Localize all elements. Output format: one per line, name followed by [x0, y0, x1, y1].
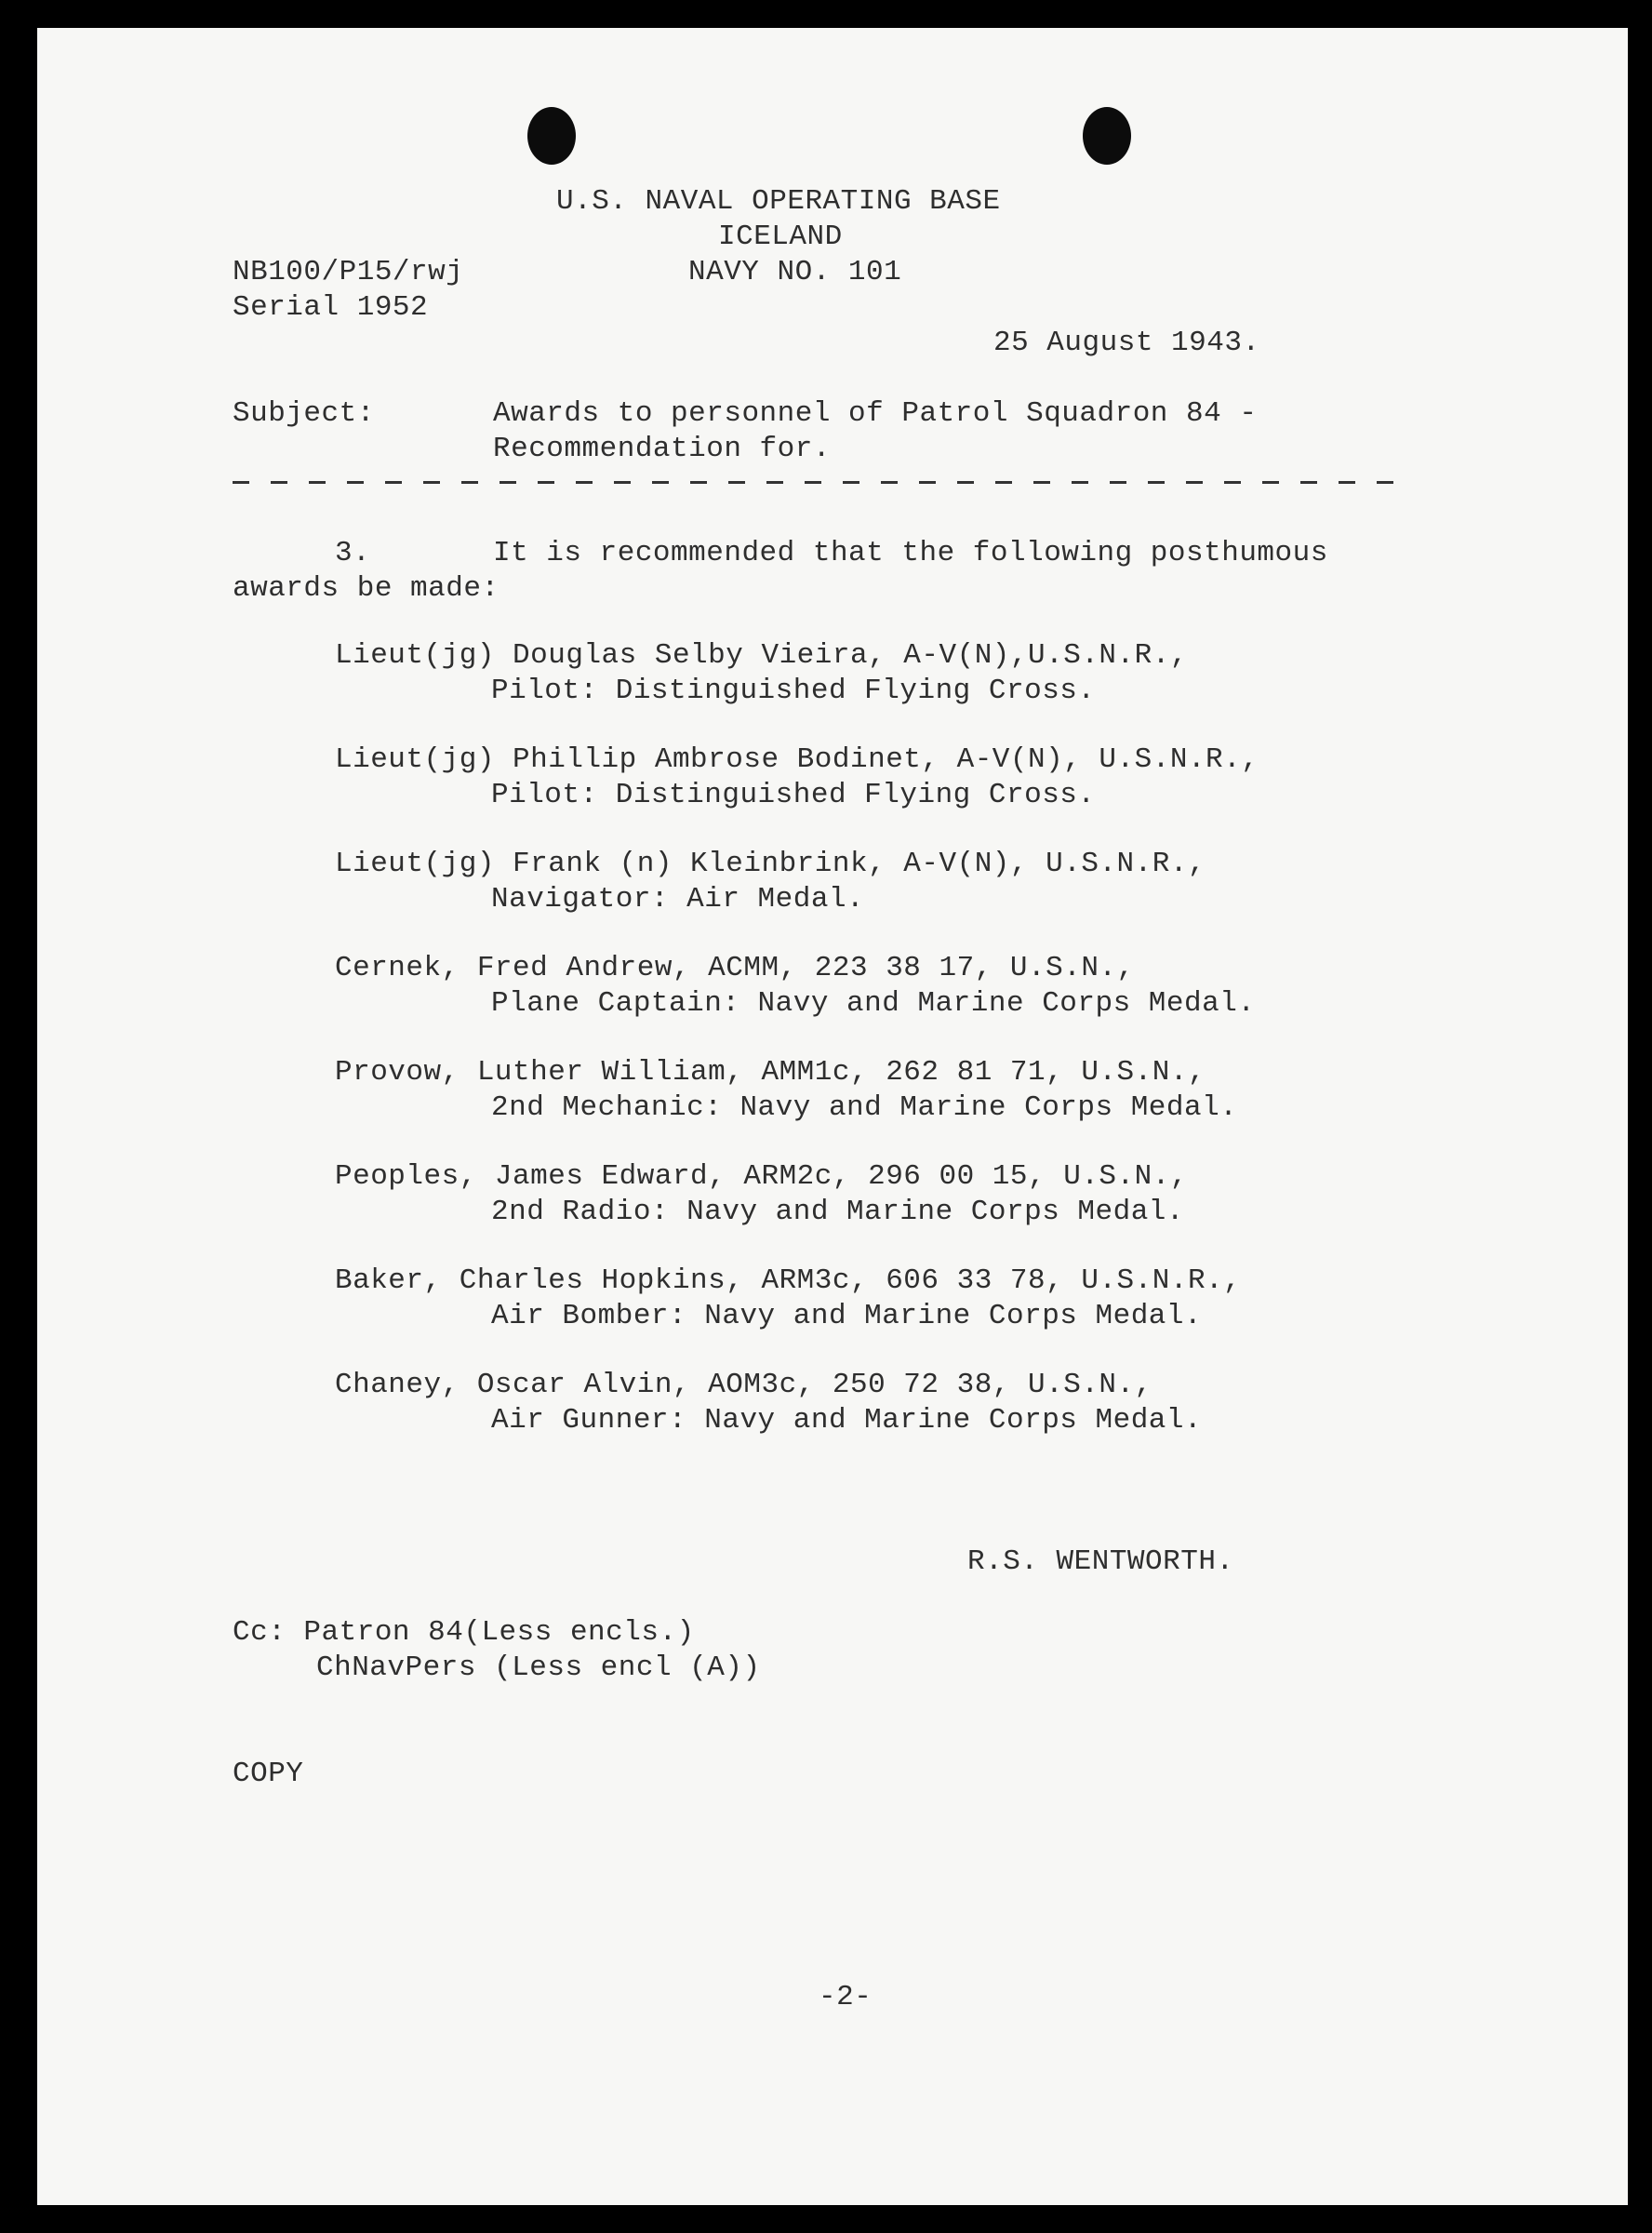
award-name: Lieut(jg) Douglas Selby Vieira, A-V(N),U.S.N.R.,	[335, 639, 1188, 672]
subject-line-2: Recommendation for.	[493, 433, 831, 465]
award-detail: Air Bomber: Navy and Marine Corps Medal.	[491, 1300, 1203, 1332]
copy-mark: COPY	[233, 1758, 304, 1790]
award-detail: Air Gunner: Navy and Marine Corps Medal.	[491, 1404, 1203, 1437]
award-entry	[335, 1368, 1202, 1438]
award-name: Lieut(jg) Phillip Ambrose Bodinet, A-V(N), U.S.N.R.,	[335, 743, 1259, 776]
award-detail: 2nd Mechanic: Navy and Marine Corps Medal.	[491, 1091, 1238, 1124]
paragraph-number: 3.	[335, 537, 371, 569]
paragraph-line-1: It is recommended that the following posthumous	[493, 537, 1328, 569]
cc-line-1: Cc: Patron 84(Less encls.)	[233, 1616, 695, 1649]
letterhead-line-1: U.S. NAVAL OPERATING BASE	[556, 185, 1001, 218]
letterhead-line-2: ICELAND	[718, 221, 843, 253]
award-entry	[335, 1055, 1237, 1126]
dashed-separator	[233, 470, 1395, 492]
award-name: Chaney, Oscar Alvin, AOM3c, 250 72 38, U.S.N.,	[335, 1369, 1152, 1401]
subject-label: Subject:	[233, 397, 375, 430]
award-entry	[335, 847, 1206, 917]
file-reference: NB100/P15/rwj	[233, 256, 464, 288]
award-name: Peoples, James Edward, ARM2c, 296 00 15, U.S.N.,	[335, 1160, 1188, 1193]
page-number: -2-	[819, 1981, 873, 2013]
serial-number: Serial 1952	[233, 291, 429, 324]
award-detail: Plane Captain: Navy and Marine Corps Medal.	[491, 987, 1256, 1020]
award-name: Provow, Luther William, AMM1c, 262 81 71, U.S.N.,	[335, 1056, 1206, 1089]
award-detail: Pilot: Distinguished Flying Cross.	[491, 675, 1096, 707]
award-entry	[335, 1264, 1241, 1334]
signature: R.S. WENTWORTH.	[967, 1545, 1234, 1578]
award-entry	[335, 1159, 1188, 1230]
letter-date: 25 August 1943.	[993, 327, 1260, 359]
award-detail: Pilot: Distinguished Flying Cross.	[491, 779, 1096, 811]
punch-hole-right	[1083, 107, 1131, 165]
award-name: Cernek, Fred Andrew, ACMM, 223 38 17, U.S.N.,	[335, 952, 1135, 984]
award-name: Baker, Charles Hopkins, ARM3c, 606 33 78, U.S.N.R.,	[335, 1264, 1242, 1297]
award-detail: 2nd Radio: Navy and Marine Corps Medal.	[491, 1196, 1185, 1228]
award-entry	[335, 951, 1255, 1022]
award-detail: Navigator: Air Medal.	[491, 883, 865, 916]
subject-line-1: Awards to personnel of Patrol Squadron 84 -	[493, 397, 1258, 430]
award-name: Lieut(jg) Frank (n) Kleinbrink, A-V(N), U.S.N.R.,	[335, 848, 1206, 880]
award-entry	[335, 742, 1259, 813]
award-entry	[335, 638, 1188, 709]
cc-line-2: ChNavPers (Less encl (A))	[316, 1651, 761, 1684]
punch-hole-left	[527, 107, 576, 165]
letterhead-line-3: NAVY NO. 101	[688, 256, 902, 288]
paragraph-line-2: awards be made:	[233, 572, 500, 605]
